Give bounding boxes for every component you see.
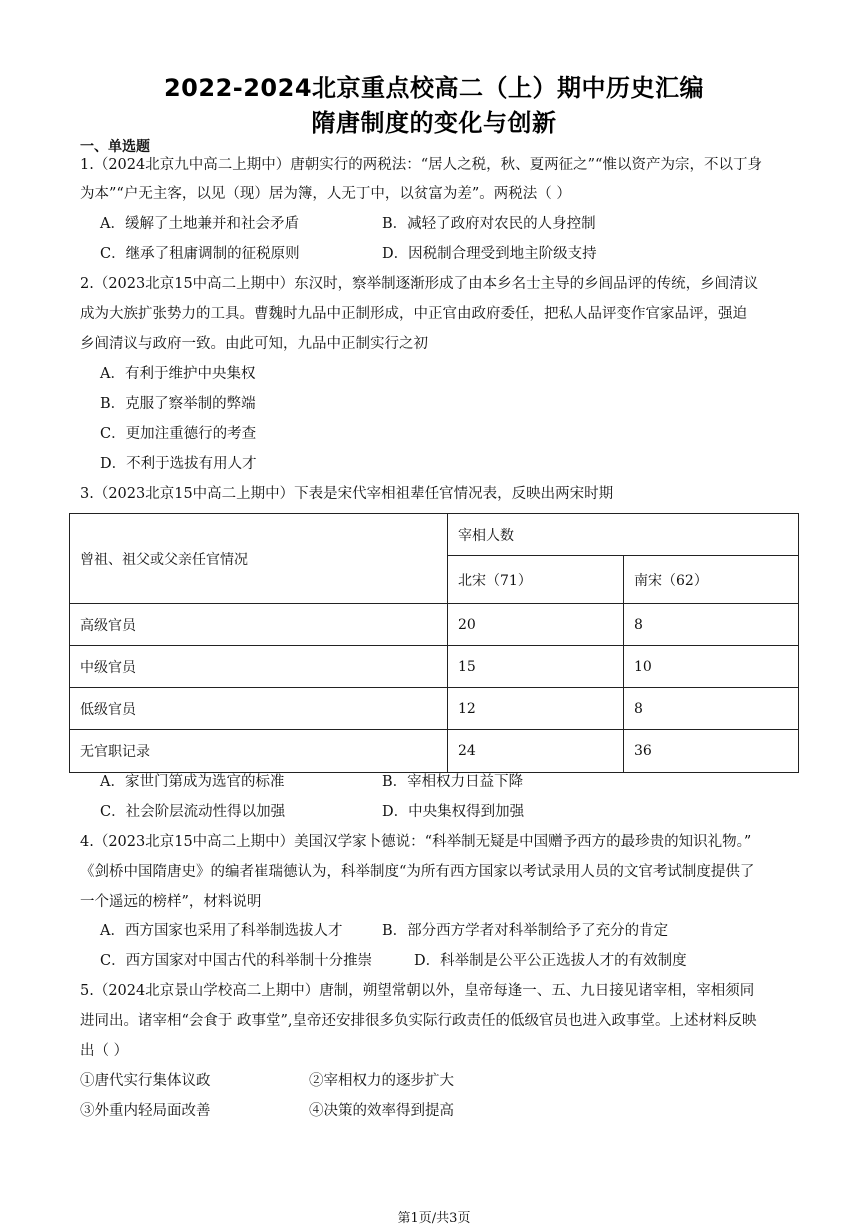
q5-statement-4: ④决策的效率得到提高: [309, 1103, 454, 1119]
table-group-header: 宰相人数: [448, 514, 799, 556]
q5-statement-3: ③外重内轻局面改善: [80, 1103, 211, 1119]
q4-option-d: D．科举制是公平公正选拔人才的有效制度: [414, 953, 687, 969]
q2-option-b: B．克服了察举制的弊端: [100, 396, 256, 412]
q2-option-a: A．有利于维护中央集权: [100, 366, 256, 382]
table-cell: 15: [448, 646, 624, 688]
q3-option-b: B．宰相权力日益下降: [382, 774, 524, 790]
table-row: [70, 688, 799, 730]
q3-stem-line-1: 3.（2023北京15中高二上期中）下表是宋代宰相祖辈任官情况表，反映出两宋时期: [80, 486, 614, 502]
q2-option-d: D．不利于选拔有用人才: [100, 456, 257, 472]
table-cell: 12: [448, 688, 624, 730]
q2-stem-line-3: 乡闾清议与政府一致。由此可知，九品中正制实行之初: [80, 336, 428, 352]
q4-option-b: B．部分西方学者对科举制给予了充分的肯定: [382, 923, 669, 939]
page-subtitle: 隋唐制度的变化与创新: [311, 109, 557, 137]
table-row: [70, 730, 799, 773]
q1-stem-line-1: 1.（2024北京九中高二上期中）唐朝实行的两税法：“居人之税，秋、夏两征之”“惟以资产为宗，不以丁身: [80, 157, 762, 173]
q5-statement-1: ①唐代实行集体议政: [80, 1073, 211, 1089]
table-cell: 20: [448, 604, 624, 646]
q1-stem-line-2: 为本”“户无主客，以见（现）居为簿，人无丁中，以贫富为差”。两税法（ ）: [80, 186, 571, 202]
q1-option-b: B．减轻了政府对农民的人身控制: [382, 216, 596, 232]
q2-stem-line-1: 2.（2023北京15中高二上期中）东汉时，察举制逐渐形成了由本乡名士主导的乡闾品评的传统，乡闾清议: [80, 276, 759, 292]
table-col-header-north-song: 北宋（71）: [448, 556, 624, 604]
q1-option-c: C．继承了租庸调制的征税原则: [100, 246, 300, 262]
table-cell: 高级官员: [70, 604, 448, 646]
table-cell: 8: [624, 604, 799, 646]
q5-statement-2: ②宰相权力的逐步扩大: [309, 1073, 454, 1089]
table-cell: 36: [624, 730, 799, 773]
table-row: [70, 604, 799, 646]
table-cell: 低级官员: [70, 688, 448, 730]
page-footer: 第1页/共3页: [397, 1211, 471, 1226]
table-cell: 无官职记录: [70, 730, 448, 773]
q3-option-d: D．中央集权得到加强: [382, 804, 525, 820]
table-cell: 8: [624, 688, 799, 730]
table-cell: 10: [624, 646, 799, 688]
table-row: [70, 646, 799, 688]
q5-stem-line-2: 进同出。诸宰相“会食于 政事堂”,皇帝还安排很多负实际行政责任的低级官员也进入政事堂。上述材料反映: [80, 1013, 757, 1029]
page-title: 2022-2024北京重点校高二（上）期中历史汇编: [163, 74, 705, 102]
table-cell: 中级官员: [70, 646, 448, 688]
q1-option-d: D．因税制合理受到地主阶级支持: [382, 246, 597, 262]
q5-stem-line-1: 5.（2024北京景山学校高二上期中）唐制，朔望常朝以外，皇帝每逢一、五、九日接见诸宰相，宰相须同: [80, 983, 755, 999]
table-cell: 24: [448, 730, 624, 773]
q5-stem-line-3: 出（ ）: [80, 1043, 129, 1059]
q4-option-c: C．西方国家对中国古代的科举制十分推崇: [100, 953, 373, 969]
q3-option-c: C．社会阶层流动性得以加强: [100, 804, 286, 820]
table-col-header-south-song: 南宋（62）: [624, 556, 799, 604]
q4-stem-line-2: 《剑桥中国隋唐史》的编者崔瑞德认为，科举制度“为所有西方国家以考试录用人员的文官考试制度提供了: [80, 864, 755, 880]
q4-stem-line-1: 4.（2023北京15中高二上期中）美国汉学家卜德说：“科举制无疑是中国赠予西方的最珍贵的知识礼物。”: [80, 834, 752, 850]
q3-table: [69, 513, 799, 773]
q4-stem-line-3: 一个遥远的榜样”，材料说明: [80, 894, 262, 910]
section-heading: 一、单选题: [80, 139, 150, 155]
q1-option-a: A．缓解了土地兼并和社会矛盾: [100, 216, 299, 232]
q2-stem-line-2: 成为大族扩张势力的工具。曹魏时九品中正制形成，中正官由政府委任，把私人品评变作官家品评，强迫: [80, 306, 747, 322]
table-row-header: 曾祖、祖父或父亲任官情况: [70, 514, 448, 604]
q3-option-a: A．家世门第成为选官的标准: [100, 774, 285, 790]
q2-option-c: C．更加注重德行的考查: [100, 426, 257, 442]
q4-option-a: A．西方国家也采用了科举制选拔人才: [100, 923, 343, 939]
